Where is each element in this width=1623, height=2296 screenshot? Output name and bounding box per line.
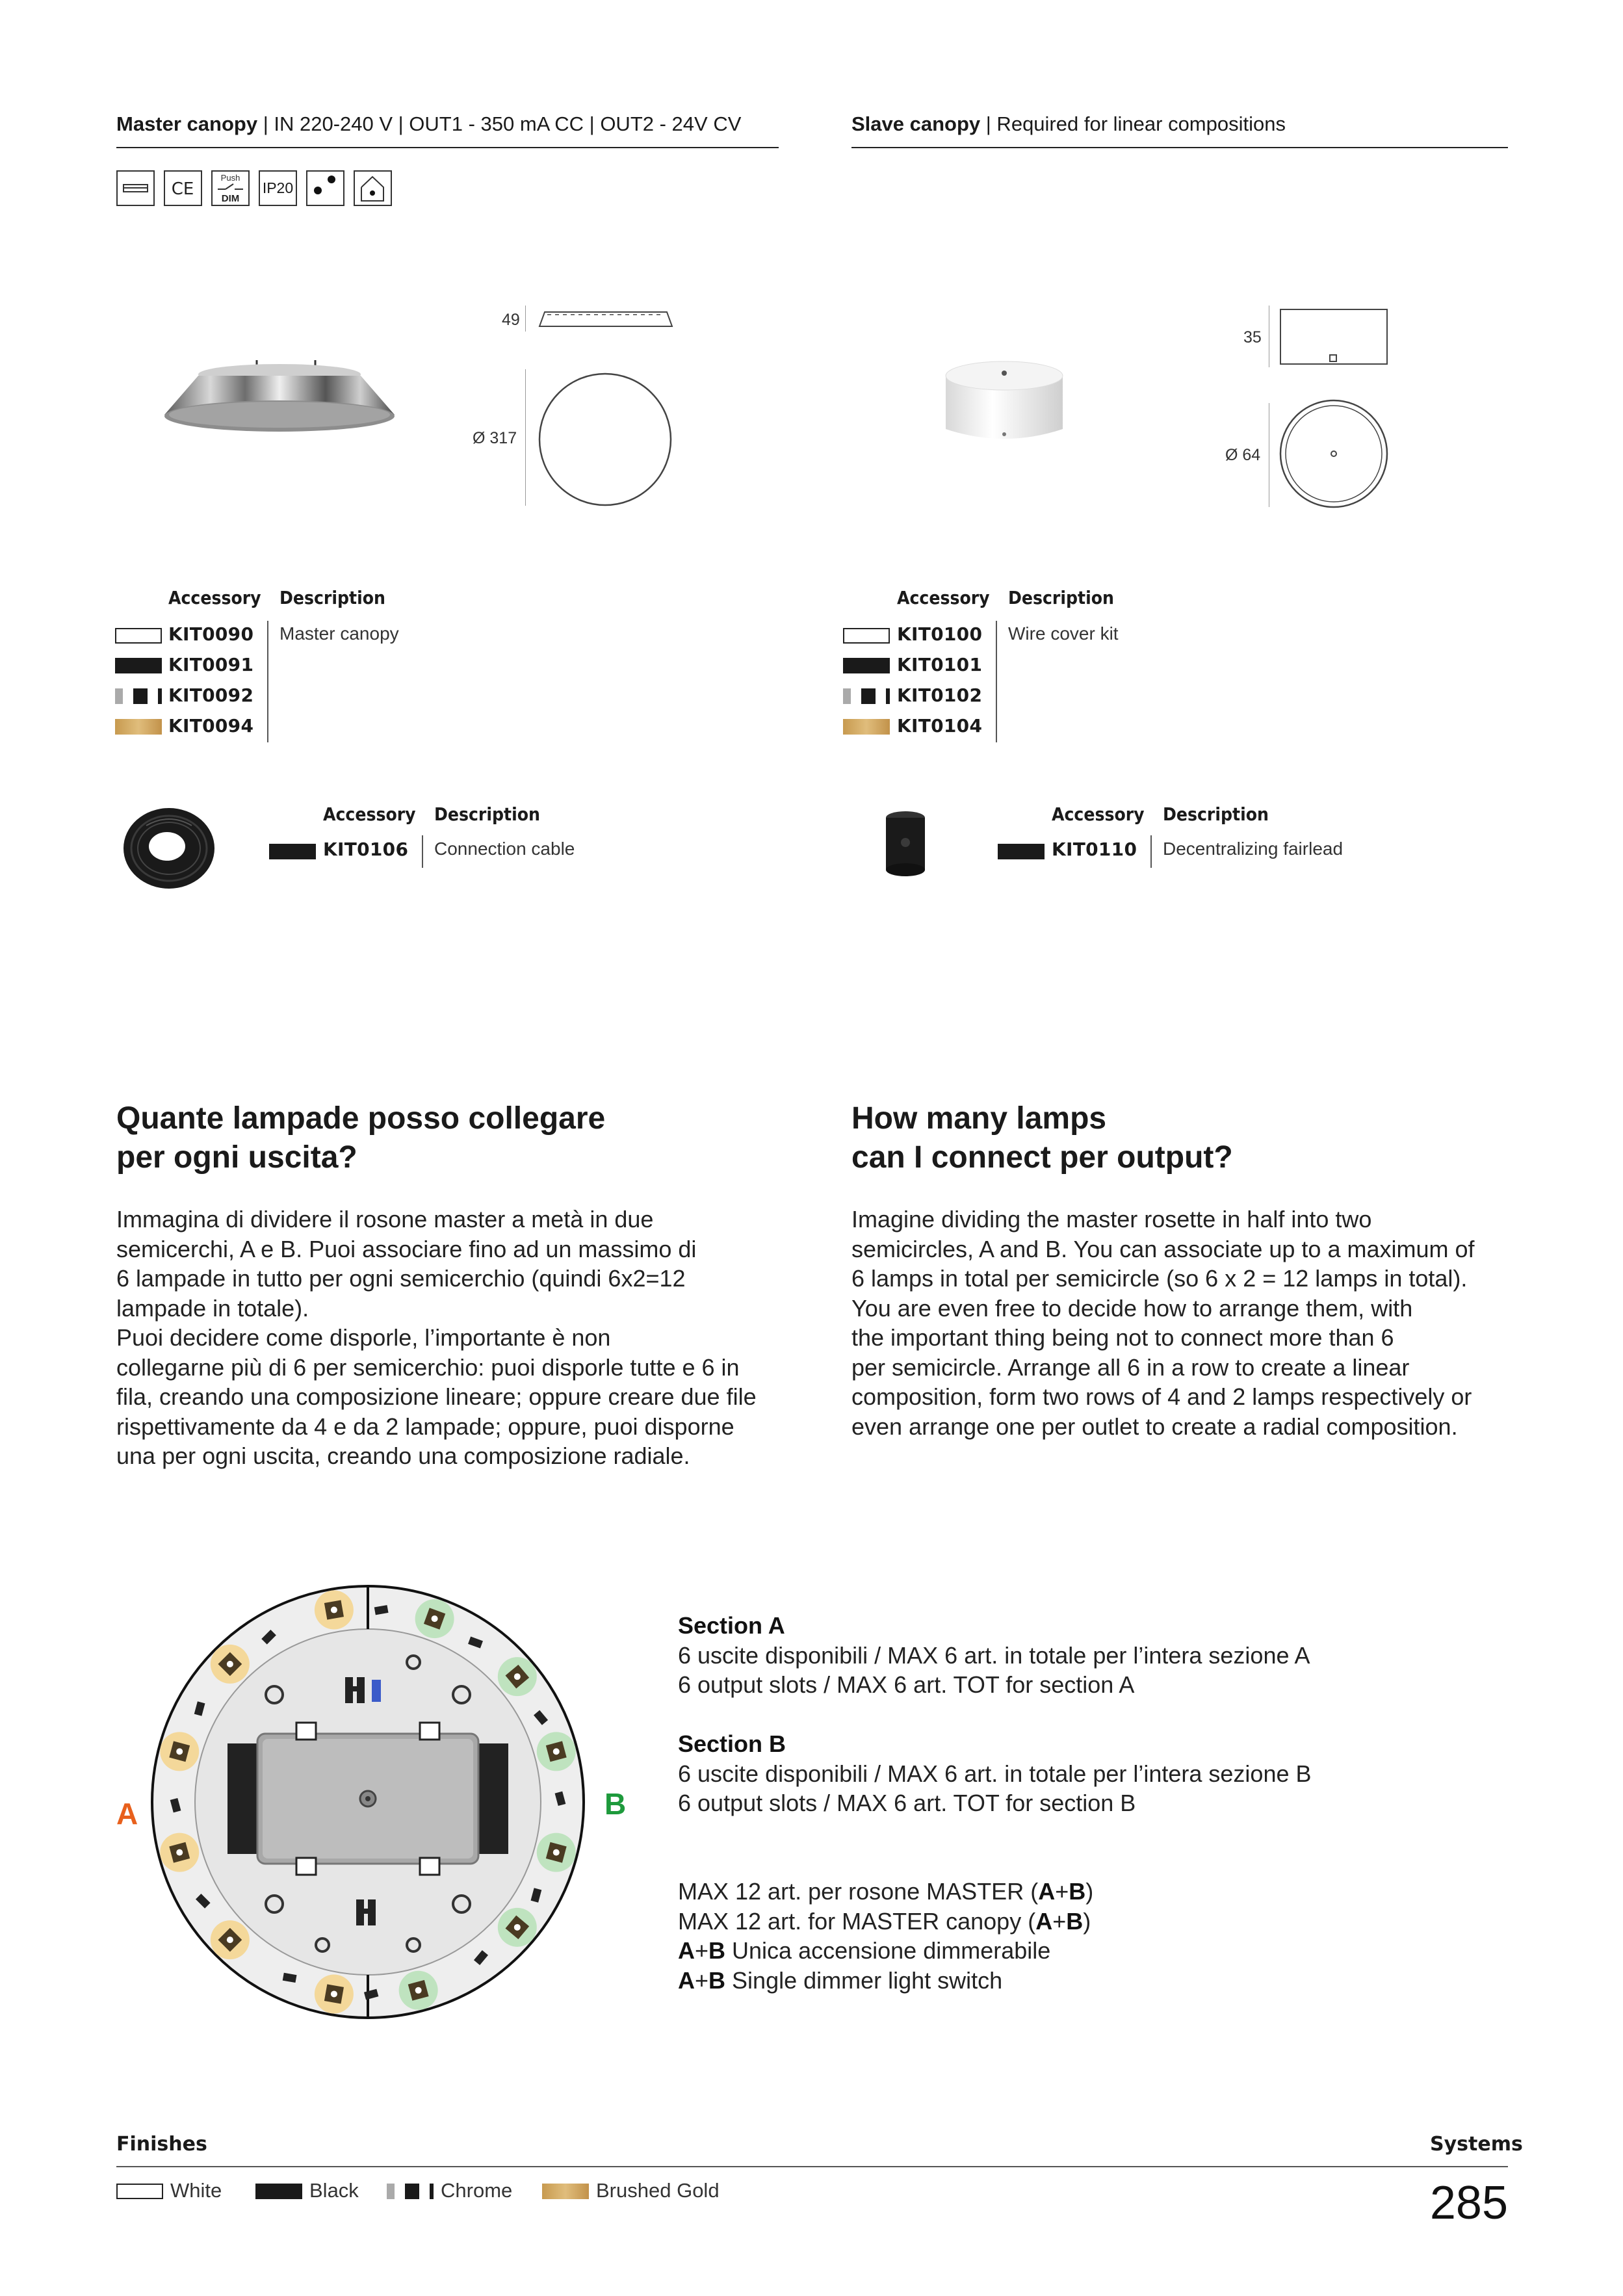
en-line: Imagine dividing the master rosette in half into two — [851, 1206, 1372, 1233]
page-number: 285 — [1429, 2177, 1508, 2229]
a-letter: A — [678, 1937, 695, 1964]
slave-table-divider — [996, 621, 997, 742]
section-b-it: 6 uscite disponibili / MAX 6 art. in totale per l’intera sezione B — [678, 1760, 1312, 1787]
en-line: the important thing being not to connect more than 6 — [851, 1324, 1394, 1351]
section-b-title: Section B — [678, 1730, 786, 1757]
master-side-drawing — [537, 308, 675, 330]
section-b-label: B — [604, 1787, 627, 1821]
section-a-label: A — [116, 1797, 138, 1831]
it-section-title — [116, 1099, 605, 1177]
master-table-divider — [267, 621, 268, 742]
master-table-description-header: Description — [279, 587, 385, 608]
master-code-white: KIT0090 — [168, 623, 254, 645]
swatch-chrome — [843, 688, 890, 704]
max-it-text: MAX 12 art. per rosone MASTER ( — [678, 1878, 1039, 1905]
b-letter: B — [708, 1937, 726, 1964]
slave-title: Slave canopy — [851, 112, 981, 135]
ce-mark-icon — [164, 170, 202, 206]
master-header-rule — [116, 147, 779, 148]
swatch-gold — [843, 719, 890, 735]
plus-sign: + — [695, 1966, 709, 1994]
switch-it-text: Unica accensione dimmerabile — [725, 1937, 1051, 1964]
swatch-chrome — [387, 2184, 434, 2199]
slave-diameter-dimension: Ø 64 — [1225, 446, 1261, 464]
ip20-icon: IP20 — [259, 170, 297, 206]
fairlead-description-header: Description — [1163, 803, 1269, 825]
plus-sign: + — [1052, 1907, 1067, 1935]
en-line: composition, form two rows of 4 and 2 lamps respectively or — [851, 1383, 1472, 1410]
master-table-description: Master canopy — [279, 623, 399, 644]
class-dots-icon — [306, 170, 344, 206]
master-diameter-leader — [525, 369, 526, 506]
master-height-leader — [525, 306, 526, 332]
master-canopy-wiring-diagram — [147, 1581, 589, 2023]
master-code-chrome: KIT0092 — [168, 685, 254, 706]
switch-en-text: Single dimmer light switch — [725, 1966, 1003, 1994]
b-letter: B — [1069, 1878, 1086, 1905]
close-paren: ) — [1085, 1878, 1094, 1905]
swatch-gold — [542, 2184, 589, 2199]
slave-table-description-header: Description — [1008, 587, 1114, 608]
finish-brushed-gold: Brushed Gold — [596, 2179, 720, 2202]
it-line: 6 lampade in tutto per ogni semicerchio (quindi 6x2=12 — [116, 1265, 686, 1292]
it-line: Immagina di dividere il rosone master a metà in due — [116, 1206, 654, 1233]
master-specs: | IN 220-240 V | OUT1 - 350 mA CC | OUT2 - 24V CV — [257, 112, 742, 135]
it-line: collegarne più di 6 per semicerchio: puoi disporle tutte e 6 in — [116, 1353, 740, 1381]
a-letter: A — [1035, 1907, 1053, 1935]
dim-label: DIM — [221, 193, 240, 204]
slave-code-gold: KIT0104 — [897, 715, 983, 737]
master-height-dimension: 49 — [502, 311, 520, 329]
en-line: 6 lamps in total per semicircle (so 6 x 2 = 12 lamps in total). — [851, 1265, 1468, 1292]
cable-accessory-header: Accessory — [323, 803, 416, 825]
a-letter: A — [678, 1966, 695, 1994]
it-title-line-1: Quante lampade posso collegare — [116, 1101, 606, 1136]
master-diameter-dimension: Ø 317 — [473, 429, 517, 447]
finish-chrome: Chrome — [441, 2179, 513, 2202]
fairlead-code: KIT0110 — [1052, 839, 1137, 860]
swatch-black — [998, 844, 1045, 859]
slave-specs: | Required for linear compositions — [980, 112, 1286, 135]
plus-sign: + — [695, 1937, 709, 1964]
swatch-black — [269, 844, 316, 859]
it-line: Puoi decidere come disporle, l’importante è non — [116, 1324, 611, 1351]
cable-divider — [422, 835, 423, 868]
slave-height-dimension: 35 — [1243, 328, 1262, 346]
push-label: Push — [220, 173, 240, 183]
slave-code-black: KIT0101 — [897, 654, 983, 675]
it-line: semicerchi, A e B. Puoi associare fino ad un massimo di — [116, 1235, 697, 1262]
max-it-line — [678, 1877, 1093, 1907]
slave-header-rule — [851, 147, 1508, 148]
switch-en-line — [678, 1966, 1050, 1996]
en-line: You are even free to decide how to arrange them, with — [851, 1294, 1413, 1322]
finish-white: White — [170, 2179, 222, 2202]
section-a-title: Section A — [678, 1612, 785, 1639]
swatch-black — [115, 658, 162, 673]
section-a-en: 6 output slots / MAX 6 art. TOT for section A — [678, 1671, 1135, 1698]
plus-sign: + — [1055, 1878, 1069, 1905]
section-a-notes — [678, 1611, 1310, 1700]
a-letter: A — [1038, 1878, 1056, 1905]
finishes-label: Finishes — [116, 2133, 207, 2156]
indoor-use-icon — [354, 170, 392, 206]
en-section-title — [851, 1099, 1233, 1177]
it-title-line-2: per ogni uscita? — [116, 1140, 357, 1175]
en-title-line-1: How many lamps — [851, 1101, 1107, 1136]
slave-top-drawing — [1278, 398, 1390, 510]
cable-description: Connection cable — [434, 839, 575, 859]
systems-label: Systems — [1430, 2133, 1523, 2156]
en-section-body — [851, 1205, 1547, 1441]
fairlead-accessory-header: Accessory — [1052, 803, 1145, 825]
switch-it-line — [678, 1936, 1050, 1966]
close-paren: ) — [1083, 1907, 1091, 1935]
max-en-text: MAX 12 art. for MASTER canopy ( — [678, 1907, 1036, 1935]
swatch-chrome — [115, 688, 162, 704]
master-table-accessory-header: Accessory — [168, 587, 261, 608]
push-dim-icon — [211, 170, 250, 206]
section-b-notes — [678, 1729, 1312, 1818]
it-line: fila, creando una composizione lineare; oppure creare due file — [116, 1383, 757, 1410]
it-line: lampade in totale). — [116, 1294, 309, 1322]
fairlead-divider — [1150, 835, 1152, 868]
en-line: semicircles, A and B. You can associate up to a maximum of — [851, 1235, 1475, 1262]
en-line: even arrange one per outlet to create a radial composition. — [851, 1413, 1458, 1440]
cable-code: KIT0106 — [323, 839, 409, 860]
connection-cable-photo — [120, 800, 218, 900]
slave-code-white: KIT0100 — [897, 623, 983, 645]
swatch-black — [843, 658, 890, 673]
master-code-gold: KIT0094 — [168, 715, 254, 737]
section-a-it: 6 uscite disponibili / MAX 6 art. in totale per l’intera sezione A — [678, 1641, 1310, 1669]
it-line: rispettivamente da 4 e da 2 lampade; oppure, puoi disporne — [116, 1413, 734, 1440]
slave-table-accessory-header: Accessory — [897, 587, 990, 608]
fairlead-description: Decentralizing fairlead — [1163, 839, 1344, 859]
master-code-black: KIT0091 — [168, 654, 254, 675]
switch-notes — [678, 1936, 1050, 1995]
max-notes — [678, 1877, 1093, 1936]
swatch-gold — [115, 719, 162, 735]
finish-black: Black — [309, 2179, 359, 2202]
swatch-black — [255, 2184, 302, 2199]
slave-side-drawing — [1278, 307, 1390, 367]
slave-code-chrome: KIT0102 — [897, 685, 983, 706]
it-section-body — [116, 1205, 812, 1471]
it-line: una per ogni uscita, creando una composizione radiale. — [116, 1442, 690, 1469]
max-en-line — [678, 1907, 1093, 1937]
footer-rule — [116, 2166, 1508, 2167]
en-line: per semicircle. Arrange all 6 in a row to create a linear — [851, 1353, 1410, 1381]
svg-text:CE: CE — [171, 179, 194, 199]
master-header — [116, 112, 741, 136]
master-canopy-photo — [159, 351, 400, 465]
master-top-drawing — [537, 371, 673, 508]
ceiling-mount-icon — [116, 170, 155, 206]
slave-table-description: Wire cover kit — [1008, 623, 1119, 644]
swatch-white — [843, 628, 890, 644]
slave-header — [851, 112, 1286, 136]
fairlead-photo — [883, 803, 928, 885]
swatch-white — [115, 628, 162, 644]
master-title: Master canopy — [116, 112, 258, 135]
en-title-line-2: can I connect per output? — [851, 1140, 1233, 1175]
b-letter: B — [708, 1966, 726, 1994]
section-b-en: 6 output slots / MAX 6 art. TOT for section B — [678, 1790, 1136, 1816]
b-letter: B — [1066, 1907, 1084, 1935]
cable-description-header: Description — [434, 803, 540, 825]
swatch-white — [116, 2184, 163, 2199]
slave-canopy-photo — [939, 358, 1069, 458]
